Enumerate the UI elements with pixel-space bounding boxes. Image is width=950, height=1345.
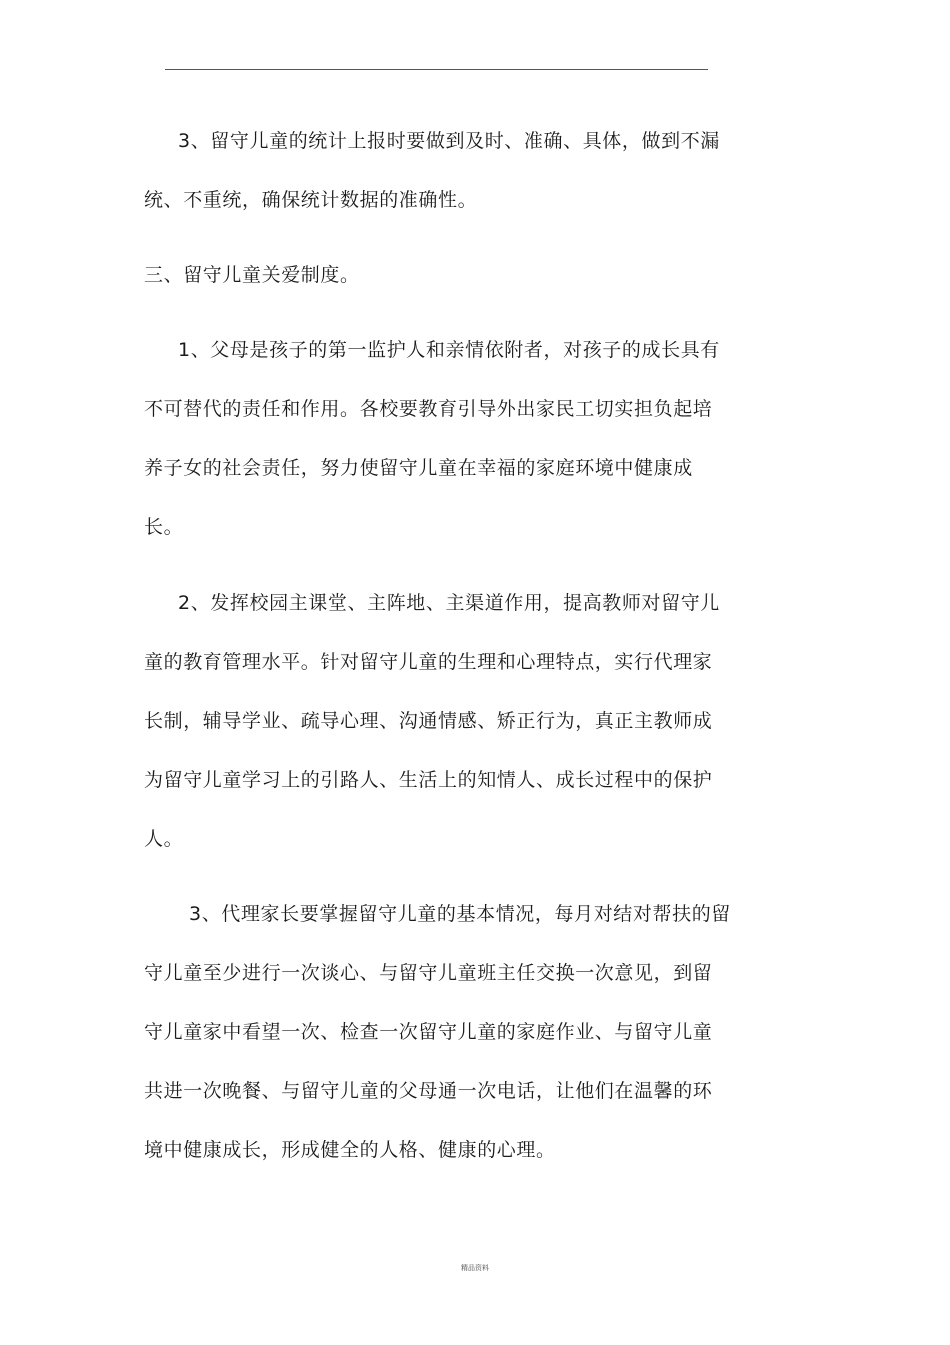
text-line-6: 养子女的社会责任，努力使留守儿童在幸福的家庭环境中健康成 xyxy=(144,457,693,479)
page-footer: 精品资料 xyxy=(461,1264,489,1272)
section-heading: 三、留守儿童关爱制度。 xyxy=(144,264,360,286)
text-line-5: 不可替代的责任和作用。各校要教育引导外出家民工切实担负起培 xyxy=(144,398,713,420)
text-line-14: 守儿童至少进行一次谈心、与留守儿童班主任交换一次意见，到留 xyxy=(144,962,713,984)
header-rule xyxy=(165,69,708,70)
text-line-13: 3、代理家长要掌握留守儿童的基本情况，每月对结对帮扶的留 xyxy=(189,903,731,925)
text-line-8: 2、发挥校园主课堂、主阵地、主渠道作用，提高教师对留守儿 xyxy=(178,592,720,614)
text-line-1: 3、留守儿童的统计上报时要做到及时、准确、具体，做到不漏 xyxy=(178,130,720,152)
text-line-4: 1、父母是孩子的第一监护人和亲情依附者，对孩子的成长具有 xyxy=(178,339,720,361)
text-line-15: 守儿童家中看望一次、检查一次留守儿童的家庭作业、与留守儿童 xyxy=(144,1021,713,1043)
text-line-11: 为留守儿童学习上的引路人、生活上的知情人、成长过程中的保护 xyxy=(144,769,713,791)
text-line-7: 长。 xyxy=(144,516,184,538)
text-line-16: 共进一次晚餐、与留守儿童的父母通一次电话，让他们在温馨的环 xyxy=(144,1080,713,1102)
text-line-10: 长制，辅导学业、疏导心理、沟通情感、矫正行为，真正主教师成 xyxy=(144,710,713,732)
text-line-9: 童的教育管理水平。针对留守儿童的生理和心理特点，实行代理家 xyxy=(144,651,713,673)
text-line-17: 境中健康成长，形成健全的人格、健康的心理。 xyxy=(144,1139,556,1161)
text-line-12: 人。 xyxy=(144,828,184,850)
text-line-2: 统、不重统，确保统计数据的准确性。 xyxy=(144,189,478,211)
